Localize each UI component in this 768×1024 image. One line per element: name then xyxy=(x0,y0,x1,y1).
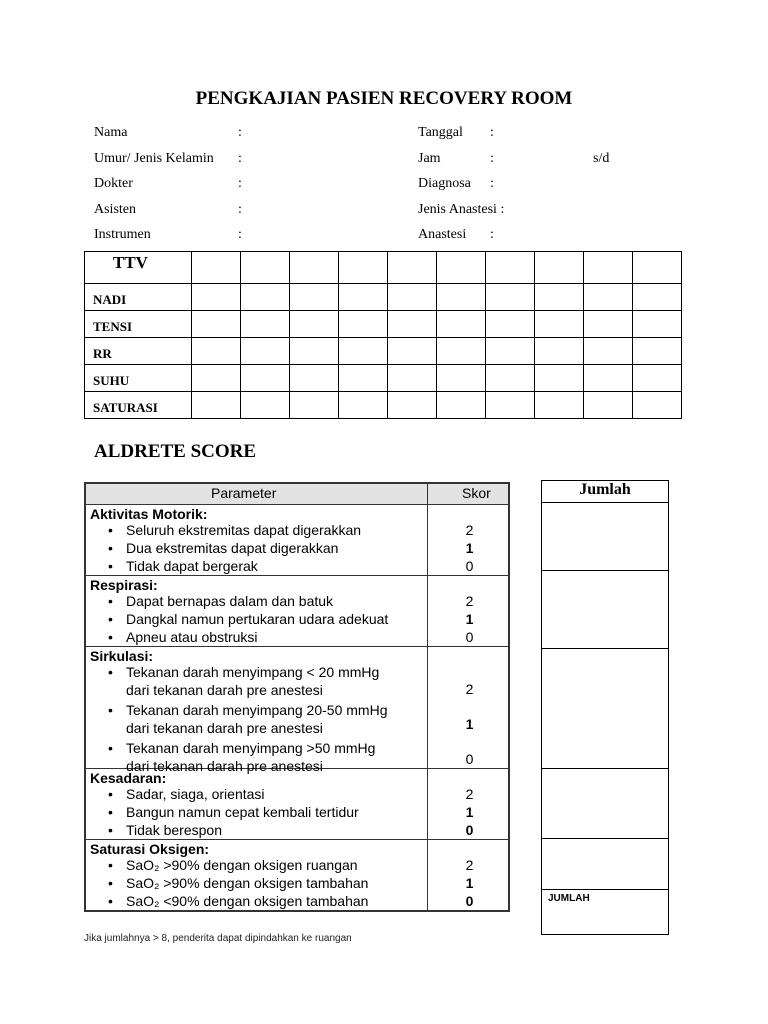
bullet-icon: • xyxy=(108,593,113,609)
ttv-row xyxy=(85,338,682,365)
footnote: Jika jumlahnya > 8, penderita dapat dipindahkan ke ruangan xyxy=(84,933,352,944)
info-label: Dokter xyxy=(94,176,133,191)
criterion-text: Tekanan darah menyimpang 20-50 mmHg xyxy=(126,702,388,718)
score-value: 0 xyxy=(465,629,474,645)
ttv-cell xyxy=(535,365,584,392)
ttv-cell xyxy=(535,338,584,365)
ttv-cell xyxy=(437,284,486,311)
ttv-cell xyxy=(388,311,437,338)
ttv-cell xyxy=(633,338,682,365)
info-colon: : xyxy=(490,151,494,166)
aldrete-section xyxy=(86,839,508,910)
info-row xyxy=(0,176,768,194)
jumlah-divider xyxy=(542,838,668,839)
ttv-row-label: TENSI xyxy=(85,311,192,338)
ttv-row-label: RR xyxy=(85,338,192,365)
ttv-cell xyxy=(192,392,241,419)
ttv-cell xyxy=(192,311,241,338)
info-label: Diagnosa xyxy=(418,176,471,191)
bullet-icon: • xyxy=(108,558,113,574)
score-value: 1 xyxy=(465,875,474,891)
ttv-cell xyxy=(437,311,486,338)
jumlah-divider xyxy=(542,648,668,649)
criterion-text: SaO₂ <90% dengan oksigen tambahan xyxy=(126,893,369,909)
criterion-text: Dangkal namun pertukaran udara adekuat xyxy=(126,611,389,627)
jumlah-header: Jumlah xyxy=(542,481,668,503)
ttv-cell xyxy=(339,392,388,419)
page-title: PENGKAJIAN PASIEN RECOVERY ROOM xyxy=(195,88,573,109)
criterion-text: Seluruh ekstremitas dapat digerakkan xyxy=(126,522,362,538)
ttv-row-label: NADI xyxy=(85,284,192,311)
score-value: 1 xyxy=(465,804,474,820)
ttv-row xyxy=(85,392,682,419)
ttv-cell xyxy=(535,252,584,284)
bullet-icon: • xyxy=(108,822,113,838)
section-title: Respirasi: xyxy=(90,577,158,593)
ttv-cell xyxy=(437,338,486,365)
ttv-cell xyxy=(388,252,437,284)
criterion-text: Sadar, siaga, orientasi xyxy=(126,786,265,802)
ttv-cell xyxy=(339,365,388,392)
info-label: Instrumen xyxy=(94,227,151,242)
aldrete-section xyxy=(86,575,508,647)
ttv-cell xyxy=(486,311,535,338)
ttv-header-row xyxy=(85,252,682,284)
jumlah-box xyxy=(541,480,669,935)
info-colon: : xyxy=(238,176,242,191)
ttv-cell xyxy=(486,392,535,419)
bullet-icon: • xyxy=(108,893,113,909)
ttv-cell xyxy=(339,252,388,284)
ttv-cell xyxy=(339,284,388,311)
score-value: 2 xyxy=(465,593,474,609)
ttv-row xyxy=(85,284,682,311)
score-value: 2 xyxy=(465,681,474,697)
ttv-cell xyxy=(290,311,339,338)
parameter-table-header xyxy=(86,484,508,505)
jumlah-divider xyxy=(542,889,668,890)
criterion-text: Tidak berespon xyxy=(126,822,222,838)
score-value: 0 xyxy=(465,558,474,574)
score-value: 0 xyxy=(465,751,474,767)
ttv-cell xyxy=(339,311,388,338)
parameter-column-header: Parameter xyxy=(211,485,277,501)
info-label: Anastesi xyxy=(418,227,467,242)
ttv-cell xyxy=(584,365,633,392)
jumlah-divider xyxy=(542,570,668,571)
criterion-text: Apneu atau obstruksi xyxy=(126,629,258,645)
jumlah-divider xyxy=(542,768,668,769)
ttv-cell xyxy=(290,365,339,392)
ttv-cell xyxy=(486,338,535,365)
info-label: Umur/ Jenis Kelamin xyxy=(94,151,214,166)
ttv-row xyxy=(85,311,682,338)
ttv-cell xyxy=(388,338,437,365)
info-colon: : xyxy=(238,227,242,242)
ttv-cell xyxy=(241,311,290,338)
criterion-text: Tidak dapat bergerak xyxy=(126,558,258,574)
section-title: Sirkulasi: xyxy=(90,648,154,664)
section-title: Aktivitas Motorik: xyxy=(90,506,208,522)
criterion-text: SaO₂ >90% dengan oksigen tambahan xyxy=(126,875,369,891)
info-label: Jam xyxy=(418,151,441,166)
ttv-cell xyxy=(584,338,633,365)
ttv-table xyxy=(84,251,682,419)
ttv-cell xyxy=(486,252,535,284)
bullet-icon: • xyxy=(108,875,113,891)
criterion-text: Bangun namun cepat kembali tertidur xyxy=(126,804,359,820)
bullet-icon: • xyxy=(108,664,113,680)
ttv-cell xyxy=(192,338,241,365)
ttv-cell xyxy=(290,284,339,311)
ttv-cell xyxy=(192,365,241,392)
score-value: 0 xyxy=(465,822,474,838)
ttv-cell xyxy=(290,252,339,284)
ttv-row-label: SUHU xyxy=(85,365,192,392)
bullet-icon: • xyxy=(108,522,113,538)
ttv-cell xyxy=(388,365,437,392)
info-extra: s/d xyxy=(593,151,610,166)
bullet-icon: • xyxy=(108,804,113,820)
ttv-cell xyxy=(437,392,486,419)
section-title: Saturasi Oksigen: xyxy=(90,841,210,857)
aldrete-section xyxy=(86,646,508,774)
bullet-icon: • xyxy=(108,540,113,556)
ttv-cell xyxy=(290,338,339,365)
criterion-text: SaO₂ >90% dengan oksigen ruangan xyxy=(126,857,358,873)
section-title: Kesadaran: xyxy=(90,770,167,786)
ttv-cell xyxy=(535,392,584,419)
score-value: 2 xyxy=(465,857,474,873)
ttv-cell xyxy=(437,252,486,284)
info-row xyxy=(0,151,768,169)
ttv-cell xyxy=(486,365,535,392)
ttv-cell xyxy=(633,365,682,392)
info-colon: : xyxy=(238,125,242,140)
ttv-cell xyxy=(339,338,388,365)
ttv-cell xyxy=(535,284,584,311)
bullet-icon: • xyxy=(108,611,113,627)
info-colon: : xyxy=(238,202,242,217)
aldrete-parameter-table xyxy=(84,482,510,912)
ttv-header-label: TTV xyxy=(85,252,192,284)
bullet-icon: • xyxy=(108,702,113,718)
bullet-icon: • xyxy=(108,786,113,802)
criterion-text: Dua ekstremitas dapat digerakkan xyxy=(126,540,339,556)
ttv-cell xyxy=(584,252,633,284)
ttv-cell xyxy=(290,392,339,419)
info-label: Asisten xyxy=(94,202,136,217)
info-row xyxy=(0,227,768,245)
ttv-cell xyxy=(633,284,682,311)
info-label: Nama xyxy=(94,125,128,140)
ttv-row-label: SATURASI xyxy=(85,392,192,419)
info-row xyxy=(0,202,768,220)
jumlah-total-label: JUMLAH xyxy=(548,893,590,904)
criterion-text: Tekanan darah menyimpang < 20 mmHg xyxy=(126,664,380,680)
info-colon: : xyxy=(238,151,242,166)
aldrete-title: ALDRETE SCORE xyxy=(94,441,257,462)
ttv-cell xyxy=(192,252,241,284)
ttv-cell xyxy=(241,365,290,392)
score-value: 2 xyxy=(465,522,474,538)
info-row xyxy=(0,125,768,143)
ttv-row xyxy=(85,365,682,392)
bullet-icon: • xyxy=(108,857,113,873)
score-value: 1 xyxy=(465,540,474,556)
ttv-cell xyxy=(388,284,437,311)
score-value: 1 xyxy=(465,716,474,732)
ttv-cell xyxy=(241,284,290,311)
criterion-text: dari tekanan darah pre anestesi xyxy=(126,758,323,774)
ttv-cell xyxy=(584,284,633,311)
info-label: Jenis Anastesi : xyxy=(418,202,505,217)
ttv-cell xyxy=(241,392,290,419)
ttv-cell xyxy=(486,284,535,311)
info-label: Tanggal xyxy=(418,125,463,140)
score-value: 2 xyxy=(465,786,474,802)
criterion-text: Tekanan darah menyimpang >50 mmHg xyxy=(126,740,376,756)
ttv-cell xyxy=(633,392,682,419)
bullet-icon: • xyxy=(108,629,113,645)
info-colon: : xyxy=(490,125,494,140)
criterion-text: Dapat bernapas dalam dan batuk xyxy=(126,593,334,609)
info-colon: : xyxy=(490,176,494,191)
ttv-cell xyxy=(241,252,290,284)
score-column-header: Skor xyxy=(462,485,491,501)
ttv-cell xyxy=(241,338,290,365)
bullet-icon: • xyxy=(108,740,113,756)
ttv-cell xyxy=(633,252,682,284)
aldrete-section xyxy=(86,768,508,840)
aldrete-section xyxy=(86,504,508,576)
criterion-text: dari tekanan darah pre anestesi xyxy=(126,720,323,736)
ttv-cell xyxy=(192,284,241,311)
ttv-cell xyxy=(584,311,633,338)
score-value: 1 xyxy=(465,611,474,627)
criterion-text: dari tekanan darah pre anestesi xyxy=(126,682,323,698)
ttv-cell xyxy=(535,311,584,338)
score-value: 0 xyxy=(465,893,474,909)
info-colon: : xyxy=(490,227,494,242)
ttv-cell xyxy=(584,392,633,419)
ttv-cell xyxy=(633,311,682,338)
ttv-cell xyxy=(437,365,486,392)
ttv-cell xyxy=(388,392,437,419)
